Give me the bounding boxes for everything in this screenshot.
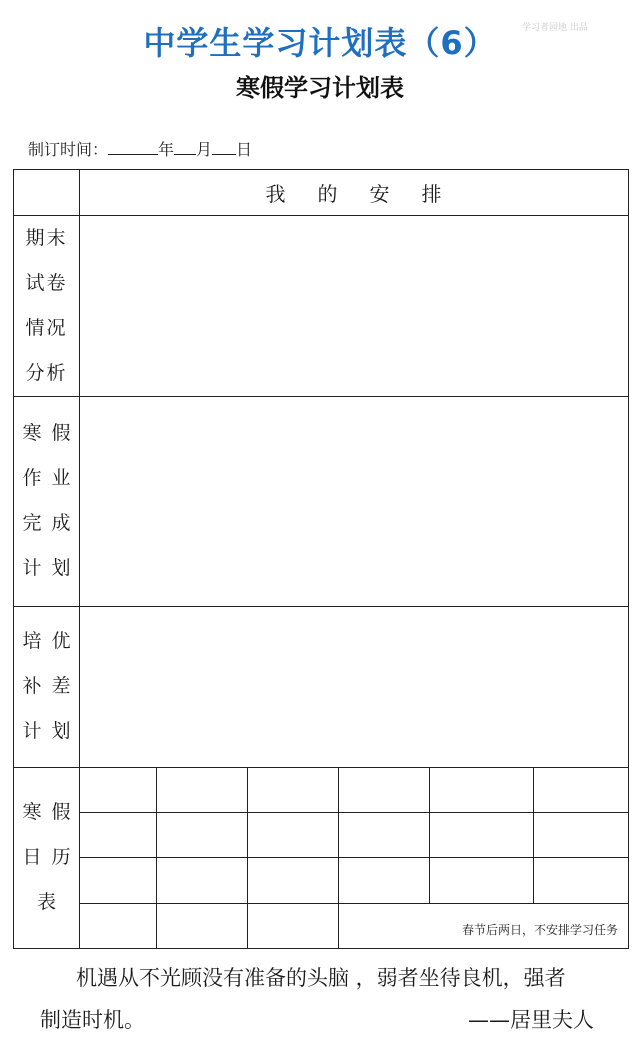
section-label-holiday-calendar bbox=[14, 767, 79, 948]
column-header-char: 的 bbox=[317, 182, 338, 206]
column-header-char: 安 bbox=[369, 182, 390, 206]
section-label-line: 期末 bbox=[25, 226, 68, 249]
plan-table bbox=[13, 169, 629, 949]
section-label-homework-plan bbox=[14, 396, 79, 606]
year-blank[interactable] bbox=[108, 140, 158, 155]
exam-analysis-area[interactable] bbox=[80, 216, 628, 396]
date-label: 制订时间： bbox=[28, 140, 109, 159]
quote-line-1: 机遇从不光顾没有准备的头脑 ，弱者坐待良机，强者 bbox=[76, 966, 566, 990]
calendar-col-divider bbox=[429, 767, 430, 903]
section-label-line: 情况 bbox=[25, 316, 68, 339]
calendar-row-divider bbox=[79, 812, 628, 813]
calendar-col-divider bbox=[533, 767, 534, 903]
section-label-line: 作业 bbox=[22, 467, 81, 489]
date-line bbox=[28, 137, 252, 160]
section-label-line: 试卷 bbox=[25, 271, 68, 294]
section-label-line: 表 bbox=[36, 891, 66, 913]
month-blank[interactable] bbox=[174, 140, 196, 155]
section-label-line: 日历 bbox=[22, 846, 81, 868]
column-header-char: 排 bbox=[421, 182, 442, 206]
section-label-line: 完成 bbox=[22, 512, 81, 534]
tutoring-plan-area[interactable] bbox=[80, 607, 628, 767]
day-label: 日 bbox=[236, 140, 253, 159]
holiday-calendar-grid[interactable] bbox=[79, 767, 628, 948]
column-header-char: 我 bbox=[265, 182, 286, 206]
page-title: 中学生学习计划表（6） bbox=[143, 24, 497, 62]
column-header bbox=[79, 170, 628, 215]
watermark-logo: 学习者园地 出品 bbox=[522, 23, 588, 33]
section-label-tutoring-plan bbox=[14, 606, 79, 767]
page-subtitle: 寒假学习计划表 bbox=[236, 74, 404, 102]
day-blank[interactable] bbox=[212, 140, 236, 155]
section-label-line: 计划 bbox=[22, 720, 81, 742]
calendar-note: 春节后两日，不安排学习任务 bbox=[461, 923, 618, 937]
section-label-line: 计划 bbox=[22, 557, 81, 579]
quote-author: ——居里夫人 bbox=[468, 1008, 594, 1032]
calendar-col-divider bbox=[156, 767, 157, 948]
calendar-row-divider bbox=[79, 857, 628, 858]
section-label-line: 补差 bbox=[22, 675, 81, 697]
month-label: 月 bbox=[196, 140, 213, 159]
quote-line-2: 制造时机。 bbox=[40, 1008, 145, 1032]
section-label-line: 寒假 bbox=[22, 801, 81, 823]
section-label-line: 寒假 bbox=[22, 422, 81, 444]
section-label-line: 分析 bbox=[25, 361, 68, 384]
calendar-col-divider bbox=[247, 767, 248, 948]
homework-plan-area[interactable] bbox=[80, 397, 628, 606]
section-label-exam-analysis bbox=[14, 215, 79, 396]
year-label: 年 bbox=[158, 140, 175, 159]
calendar-row-divider bbox=[79, 903, 628, 904]
calendar-col-divider bbox=[338, 767, 339, 948]
section-label-line: 培优 bbox=[22, 630, 81, 652]
